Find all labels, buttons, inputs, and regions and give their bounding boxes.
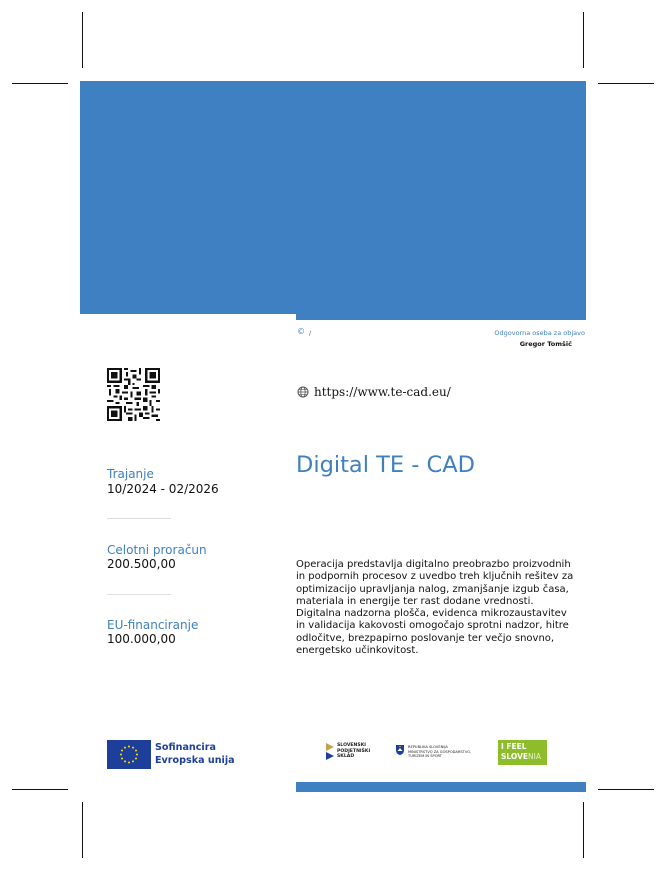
total-budget-label: Celotni proračun [107,543,207,557]
eu-cofinanced-text [155,741,235,767]
crop-mark [82,802,83,858]
crop-mark [583,12,584,68]
crop-mark [598,789,654,790]
project-title: Digital TE - CAD [296,452,475,478]
eu-funding-label: EU-financiranje [107,618,199,632]
ministry-logo [396,745,471,759]
qr-code[interactable] [107,368,160,421]
duration-value: 10/2024 - 02/2026 [107,482,219,496]
ministry-text-line: MINISTRSTVO ZA GOSPODARSTVO, [408,749,472,754]
spirit-text-line: SLOVENSKI [337,743,366,748]
responsible-name: Gregor Tomšič [519,340,572,348]
project-description: Operacija predstavlja digitalno preobrazbo proizvodnih in podpornih procesov z uvedbo treh ključnih rešitev za optimizacijo upravljanja nalog, zmanjšanje izgub časa, materiala in energije ter rast dodane vrednosti. Digitalna nadzorna plošča, evidenca mikrozaustavitev in validacija kakovosti omogočajo sprotni nadzor, hitre odločitve, brezpapirno poslovanje ter večjo snovno, energetsko učinkovitost. [296,559,574,657]
duration-label: Trajanje [107,467,154,481]
crop-mark [598,83,654,84]
spirit-mark-icon [326,743,334,760]
eu-text-line: Evropska unija [155,755,235,766]
spirit-logo [326,743,370,760]
i-feel-slovenia-logo [498,740,547,765]
coat-of-arms-icon [396,745,404,755]
ministry-text-line: REPUBLIKA SLOVENIJA [408,745,448,749]
hero-banner [80,81,586,314]
eu-flag-icon [107,740,151,769]
globe-icon [297,386,309,398]
divider [107,594,171,595]
total-budget-value: 200.500,00 [107,557,176,571]
crop-mark [583,802,584,858]
ifeel-line: I FEEL [501,742,527,751]
ministry-text [408,745,471,759]
crop-mark [82,12,83,68]
eu-text-line: Sofinancira [155,742,216,753]
ministry-text-line: TURIZEM IN ŠPORT [408,754,442,758]
copyright-icon: © [297,327,305,336]
spirit-text-line: PODJETNIŠKI [337,748,371,754]
divider [107,518,171,519]
spirit-text-line: SKLAD [337,754,355,759]
ifeel-line [501,752,541,761]
eu-funding-value: 100.000,00 [107,632,176,646]
ifeel-nia: NIA [528,752,541,761]
website-link[interactable]: https://www.te-cad.eu/ [314,385,451,399]
crop-mark [12,789,68,790]
website-row[interactable] [297,385,451,399]
responsible-label: Odgovorna oseba za objavo [494,329,585,337]
bottom-accent-bar [296,782,586,792]
copyright-separator: / [309,329,312,337]
ifeel-slove: SLOVE [501,752,529,761]
hero-banner-tab [296,312,586,320]
crop-mark [12,83,68,84]
spirit-text [337,743,370,760]
